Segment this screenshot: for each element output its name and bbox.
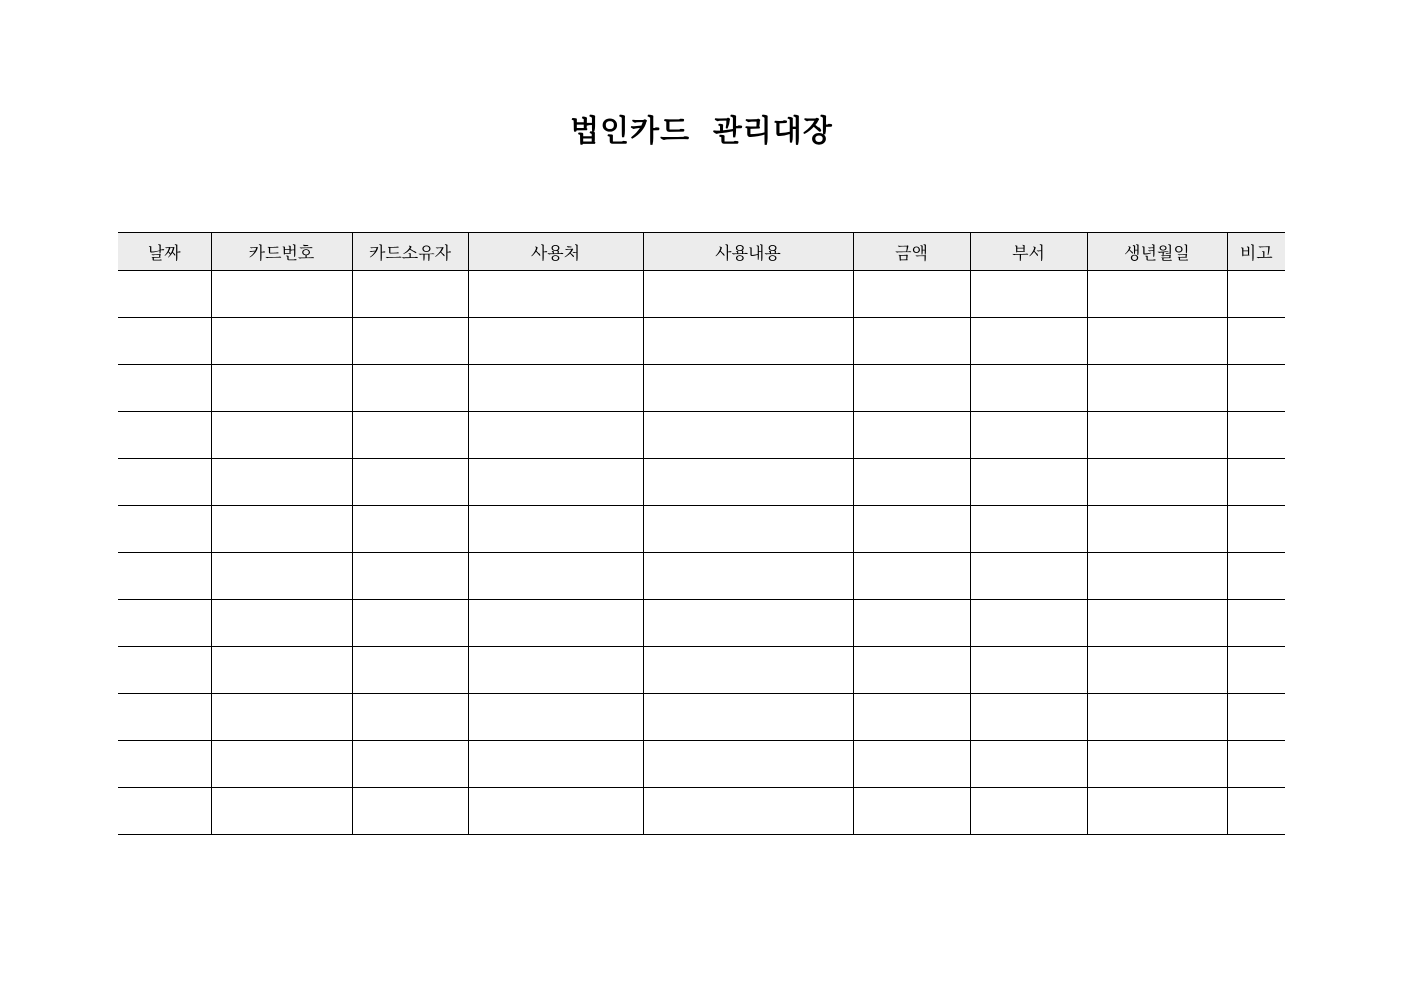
cell-amount[interactable] (853, 741, 970, 788)
cell-usage-details[interactable] (643, 412, 853, 459)
cell-usage-details[interactable] (643, 506, 853, 553)
cell-birth-date[interactable] (1087, 553, 1227, 600)
cell-remarks[interactable] (1227, 600, 1285, 647)
cell-remarks[interactable] (1227, 553, 1285, 600)
cell-remarks[interactable] (1227, 694, 1285, 741)
column-header-merchant: 사용처 (468, 233, 643, 271)
cell-card-number[interactable] (211, 647, 352, 694)
cell-department[interactable] (970, 553, 1087, 600)
column-header-card-number: 카드번호 (211, 233, 352, 271)
cell-card-owner[interactable] (352, 412, 468, 459)
cell-card-number[interactable] (211, 459, 352, 506)
cell-department[interactable] (970, 459, 1087, 506)
cell-remarks[interactable] (1227, 788, 1285, 835)
cell-amount[interactable] (853, 506, 970, 553)
cell-usage-details[interactable] (643, 647, 853, 694)
cell-department[interactable] (970, 647, 1087, 694)
cell-merchant[interactable] (468, 365, 643, 412)
cell-birth-date[interactable] (1087, 459, 1227, 506)
cell-amount[interactable] (853, 318, 970, 365)
cell-amount[interactable] (853, 553, 970, 600)
cell-birth-date[interactable] (1087, 412, 1227, 459)
cell-amount[interactable] (853, 271, 970, 318)
cell-card-owner[interactable] (352, 271, 468, 318)
cell-card-number[interactable] (211, 412, 352, 459)
cell-amount[interactable] (853, 459, 970, 506)
cell-card-number[interactable] (211, 741, 352, 788)
cell-merchant[interactable] (468, 600, 643, 647)
cell-birth-date[interactable] (1087, 318, 1227, 365)
cell-date[interactable] (118, 506, 211, 553)
cell-merchant[interactable] (468, 506, 643, 553)
cell-department[interactable] (970, 271, 1087, 318)
cell-department[interactable] (970, 506, 1087, 553)
cell-birth-date[interactable] (1087, 506, 1227, 553)
cell-birth-date[interactable] (1087, 271, 1227, 318)
cell-birth-date[interactable] (1087, 741, 1227, 788)
table-row (118, 600, 1285, 647)
cell-usage-details[interactable] (643, 694, 853, 741)
cell-remarks[interactable] (1227, 412, 1285, 459)
cell-birth-date[interactable] (1087, 788, 1227, 835)
cell-merchant[interactable] (468, 647, 643, 694)
cell-date[interactable] (118, 788, 211, 835)
cell-department[interactable] (970, 600, 1087, 647)
cell-department[interactable] (970, 788, 1087, 835)
table-row (118, 506, 1285, 553)
column-header-department: 부서 (970, 233, 1087, 271)
table-row (118, 412, 1285, 459)
cell-date[interactable] (118, 694, 211, 741)
column-header-date: 날짜 (118, 233, 211, 271)
table-row (118, 788, 1285, 835)
cell-date[interactable] (118, 459, 211, 506)
cell-merchant[interactable] (468, 318, 643, 365)
cell-card-number[interactable] (211, 553, 352, 600)
cell-amount[interactable] (853, 694, 970, 741)
cell-amount[interactable] (853, 365, 970, 412)
column-header-card-owner: 카드소유자 (352, 233, 468, 271)
cell-amount[interactable] (853, 600, 970, 647)
cell-merchant[interactable] (468, 459, 643, 506)
cell-card-owner[interactable] (352, 600, 468, 647)
cell-date[interactable] (118, 318, 211, 365)
cell-merchant[interactable] (468, 271, 643, 318)
cell-date[interactable] (118, 365, 211, 412)
cell-card-owner[interactable] (352, 788, 468, 835)
cell-usage-details[interactable] (643, 271, 853, 318)
cell-usage-details[interactable] (643, 600, 853, 647)
cell-card-number[interactable] (211, 271, 352, 318)
cell-birth-date[interactable] (1087, 647, 1227, 694)
table-row (118, 647, 1285, 694)
cell-usage-details[interactable] (643, 459, 853, 506)
cell-card-owner[interactable] (352, 459, 468, 506)
cell-date[interactable] (118, 600, 211, 647)
table-row (118, 553, 1285, 600)
cell-department[interactable] (970, 412, 1087, 459)
cell-birth-date[interactable] (1087, 365, 1227, 412)
cell-card-owner[interactable] (352, 741, 468, 788)
cell-card-number[interactable] (211, 506, 352, 553)
ledger-body (118, 271, 1285, 835)
table-row (118, 365, 1285, 412)
table-row (118, 459, 1285, 506)
cell-card-owner[interactable] (352, 647, 468, 694)
table-row (118, 694, 1285, 741)
cell-department[interactable] (970, 694, 1087, 741)
cell-amount[interactable] (853, 647, 970, 694)
cell-remarks[interactable] (1227, 318, 1285, 365)
cell-amount[interactable] (853, 788, 970, 835)
cell-date[interactable] (118, 271, 211, 318)
cell-card-number[interactable] (211, 318, 352, 365)
cell-usage-details[interactable] (643, 788, 853, 835)
page-title: 법인카드 관리대장 (570, 114, 833, 149)
cell-usage-details[interactable] (643, 741, 853, 788)
cell-card-owner[interactable] (352, 318, 468, 365)
cell-department[interactable] (970, 741, 1087, 788)
cell-birth-date[interactable] (1087, 694, 1227, 741)
cell-merchant[interactable] (468, 788, 643, 835)
cell-card-number[interactable] (211, 365, 352, 412)
cell-merchant[interactable] (468, 694, 643, 741)
cell-merchant[interactable] (468, 741, 643, 788)
table-row (118, 318, 1285, 365)
header-row (118, 233, 1285, 271)
cell-usage-details[interactable] (643, 365, 853, 412)
cell-remarks[interactable] (1227, 506, 1285, 553)
cell-remarks[interactable] (1227, 741, 1285, 788)
cell-date[interactable] (118, 647, 211, 694)
cell-date[interactable] (118, 412, 211, 459)
cell-card-owner[interactable] (352, 506, 468, 553)
cell-card-owner[interactable] (352, 365, 468, 412)
cell-remarks[interactable] (1227, 271, 1285, 318)
cell-remarks[interactable] (1227, 647, 1285, 694)
cell-card-owner[interactable] (352, 694, 468, 741)
cell-card-owner[interactable] (352, 553, 468, 600)
cell-merchant[interactable] (468, 553, 643, 600)
cell-amount[interactable] (853, 412, 970, 459)
column-header-usage-details: 사용내용 (643, 233, 853, 271)
cell-department[interactable] (970, 318, 1087, 365)
cell-card-number[interactable] (211, 600, 352, 647)
column-header-amount: 금액 (853, 233, 970, 271)
cell-remarks[interactable] (1227, 459, 1285, 506)
column-header-birth-date: 생년월일 (1087, 233, 1227, 271)
table-row (118, 271, 1285, 318)
table-row (118, 741, 1285, 788)
card-ledger-table (118, 232, 1285, 835)
cell-usage-details[interactable] (643, 553, 853, 600)
cell-remarks[interactable] (1227, 365, 1285, 412)
cell-date[interactable] (118, 741, 211, 788)
cell-card-number[interactable] (211, 788, 352, 835)
cell-merchant[interactable] (468, 412, 643, 459)
column-header-remarks: 비고 (1227, 233, 1285, 271)
cell-department[interactable] (970, 365, 1087, 412)
cell-card-number[interactable] (211, 694, 352, 741)
cell-date[interactable] (118, 553, 211, 600)
cell-birth-date[interactable] (1087, 600, 1227, 647)
cell-usage-details[interactable] (643, 318, 853, 365)
